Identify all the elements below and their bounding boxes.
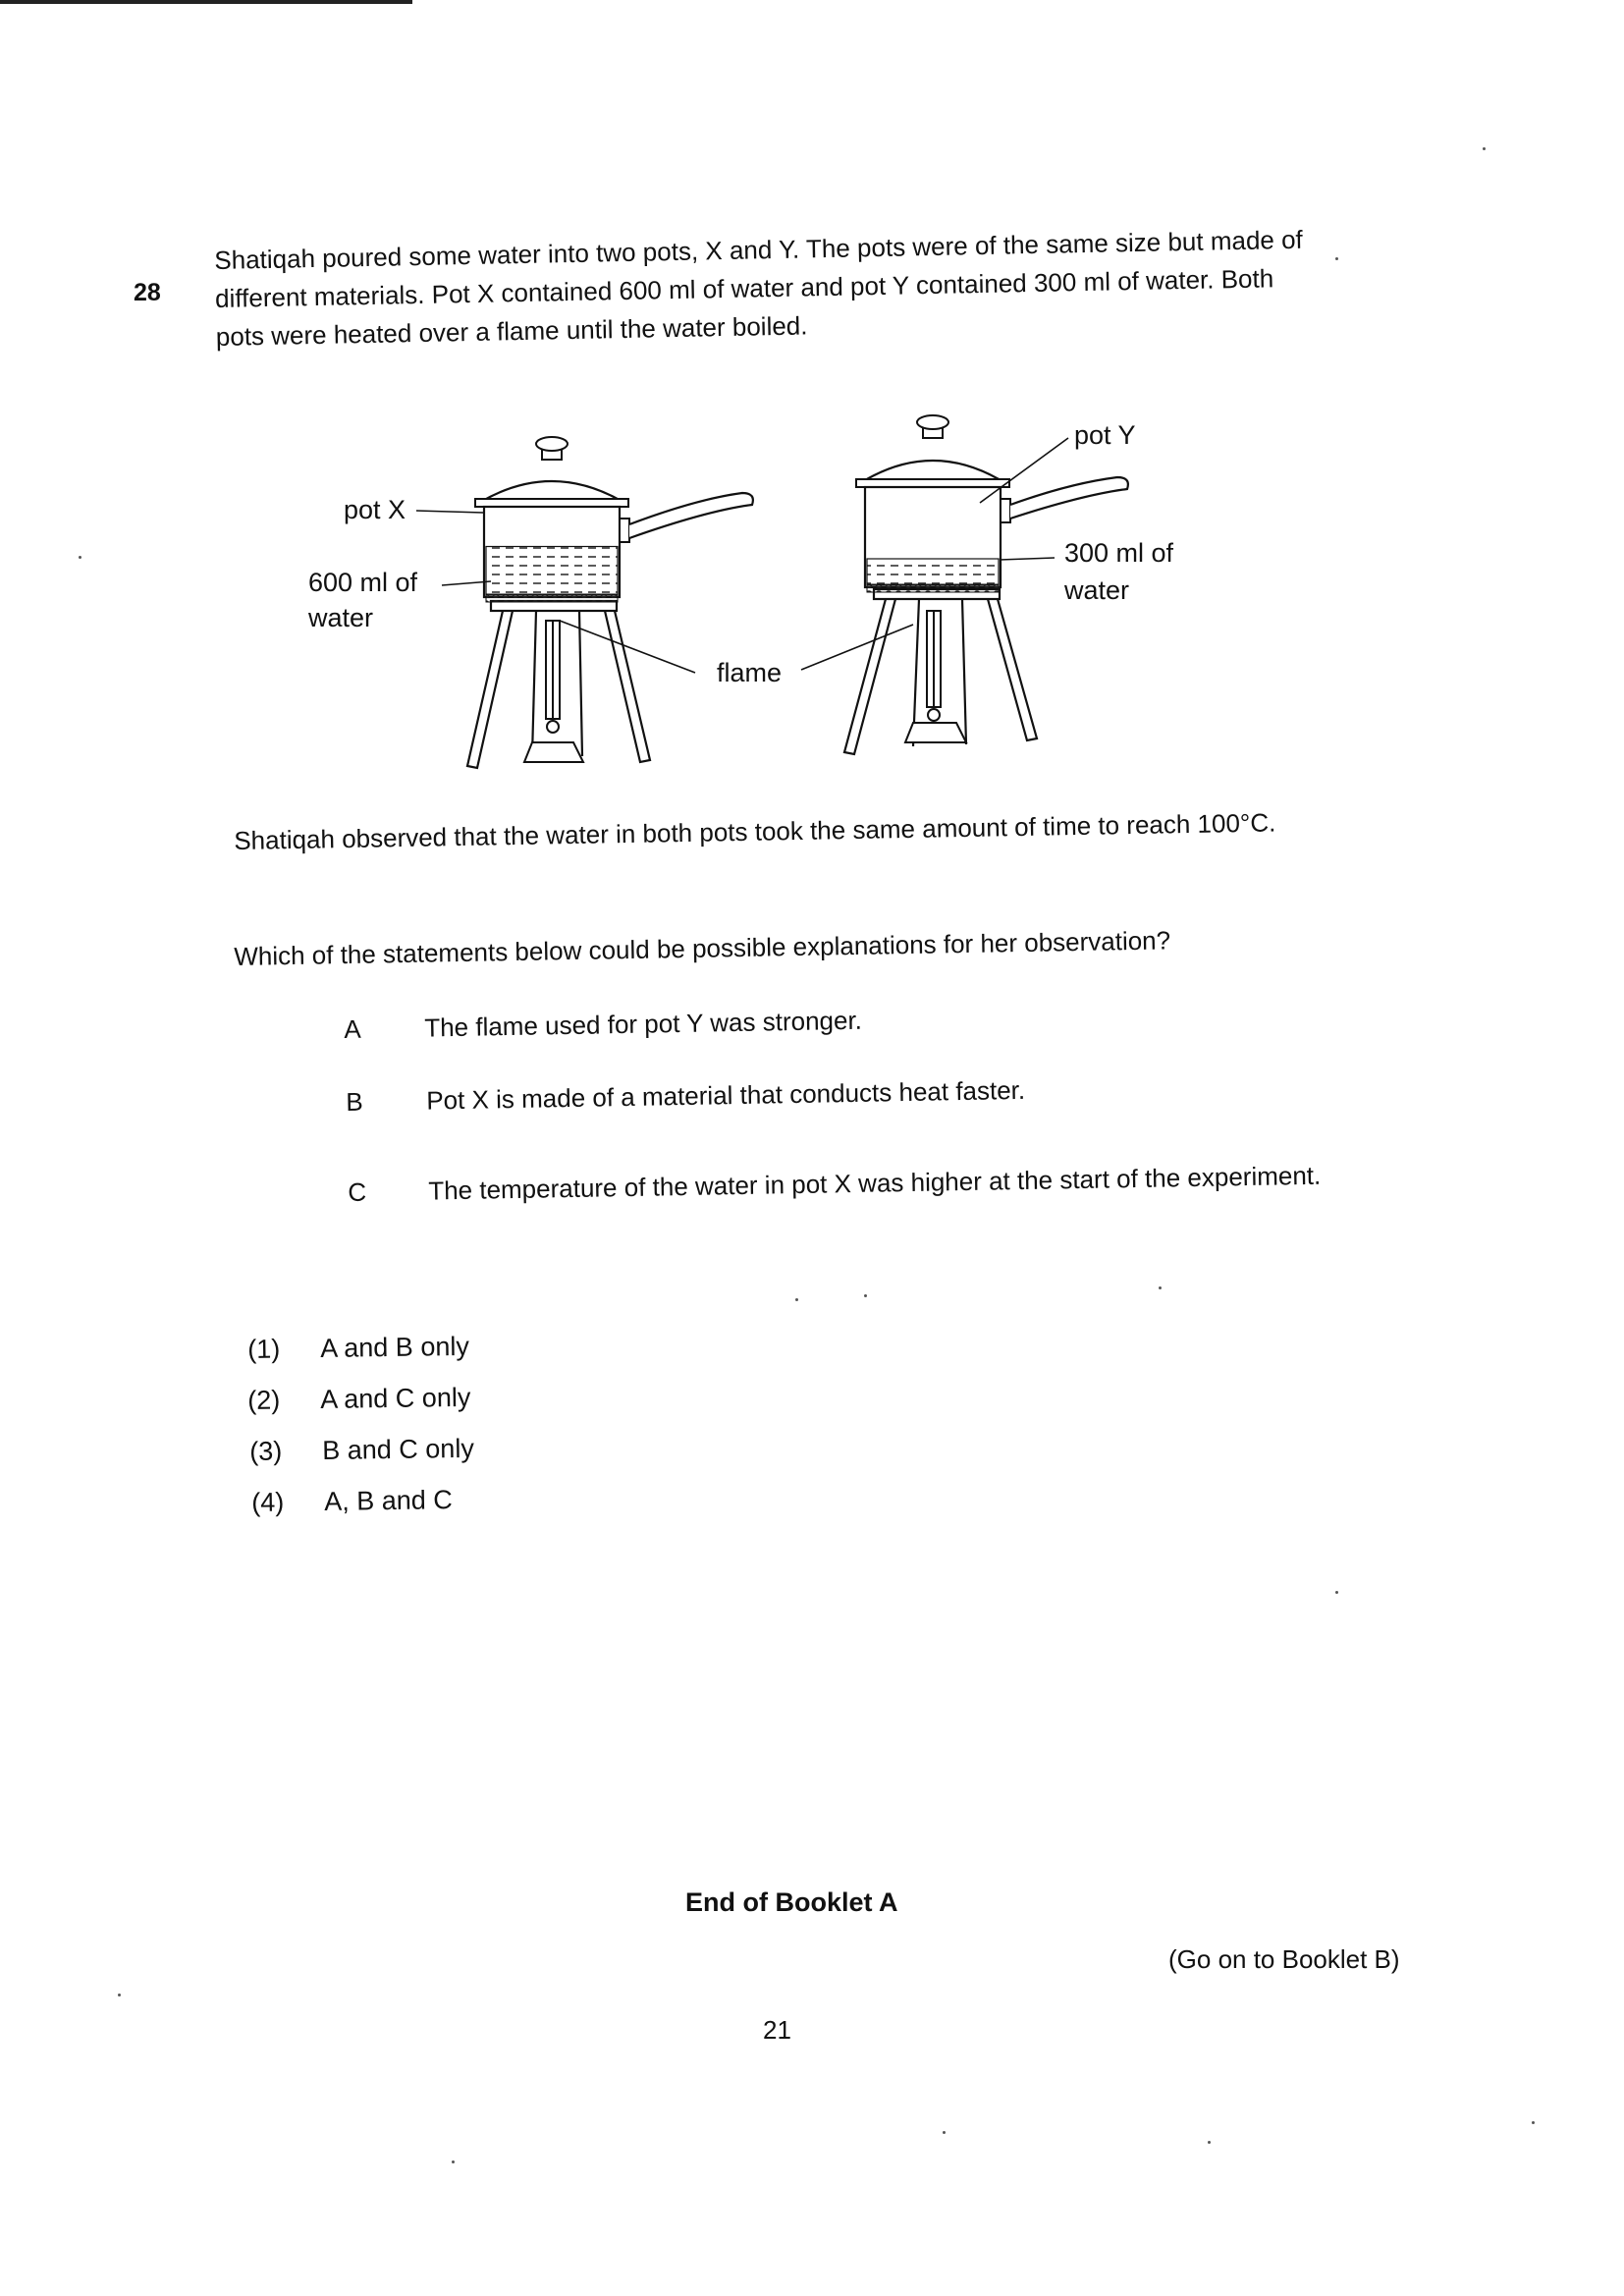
scan-speck — [452, 2160, 455, 2163]
label-water-x-2: water — [308, 603, 374, 632]
statement-b-letter: B — [346, 1086, 363, 1117]
option-4-text: A, B and C — [324, 1485, 454, 1516]
option-2-number: (2) — [247, 1385, 281, 1415]
page-number: 21 — [763, 2015, 791, 2045]
scan-speck — [1335, 257, 1338, 260]
burner-y — [905, 611, 966, 742]
pot-x-water — [486, 547, 618, 596]
option-1-text: A and B only — [320, 1331, 470, 1363]
go-on-note: (Go on to Booklet B) — [1168, 1944, 1400, 1974]
scan-speck — [1532, 2121, 1535, 2124]
option-3-text: B and C only — [322, 1433, 475, 1465]
scan-speck — [864, 1294, 867, 1297]
end-of-booklet: End of Booklet A — [685, 1887, 898, 1917]
scan-speck — [795, 1298, 798, 1301]
pot-y-water — [867, 559, 999, 585]
pots-diagram-svg — [285, 403, 1227, 786]
label-pot-x: pot X — [344, 495, 406, 524]
top-rule — [0, 0, 412, 4]
pot-x — [475, 437, 753, 602]
option-4-number: (4) — [251, 1487, 285, 1517]
statement-b-text: Pot X is made of a material that conducts heat faster. — [426, 1074, 1026, 1116]
statement-c-letter: C — [348, 1176, 367, 1207]
scan-speck — [1208, 2141, 1211, 2144]
question-stem: Shatiqah poured some water into two pots, X and Y. The pots were of the same size but made of different materials. Pot X contained 600 ml of water and pot Y contained 300 ml of water. Both pots were heated over a flame until the water boiled. — [214, 224, 1304, 352]
statement-a-letter: A — [344, 1013, 361, 1044]
scan-speck — [943, 2131, 946, 2134]
label-water-y-2: water — [1064, 575, 1130, 605]
question-number: 28 — [134, 279, 161, 306]
label-water-x-1: 600 ml of — [308, 568, 418, 597]
scan-speck — [79, 556, 81, 559]
label-flame: flame — [717, 658, 783, 687]
statement-a-text: The flame used for pot Y was stronger. — [424, 1005, 863, 1043]
option-1-number: (1) — [247, 1334, 281, 1364]
label-pot-y: pot Y — [1074, 420, 1136, 450]
scan-speck — [1335, 1591, 1338, 1594]
option-2-text: A and C only — [320, 1382, 471, 1414]
pots-diagram — [285, 403, 1227, 786]
scan-speck — [1483, 147, 1486, 150]
pot-x-assembly — [467, 437, 753, 768]
scan-speck — [118, 1994, 121, 1996]
question-prompt: Which of the statements below could be possible explanations for her observation? — [234, 925, 1171, 971]
scan-speck — [1159, 1286, 1162, 1289]
observation-text: Shatiqah observed that the water in both pots took the same amount of time to reach 100°C. — [234, 807, 1276, 855]
option-3-number: (3) — [249, 1436, 283, 1466]
label-water-y-1: 300 ml of — [1064, 538, 1174, 568]
statement-c-text: The temperature of the water in pot X was higher at the start of the experiment. — [428, 1160, 1322, 1206]
